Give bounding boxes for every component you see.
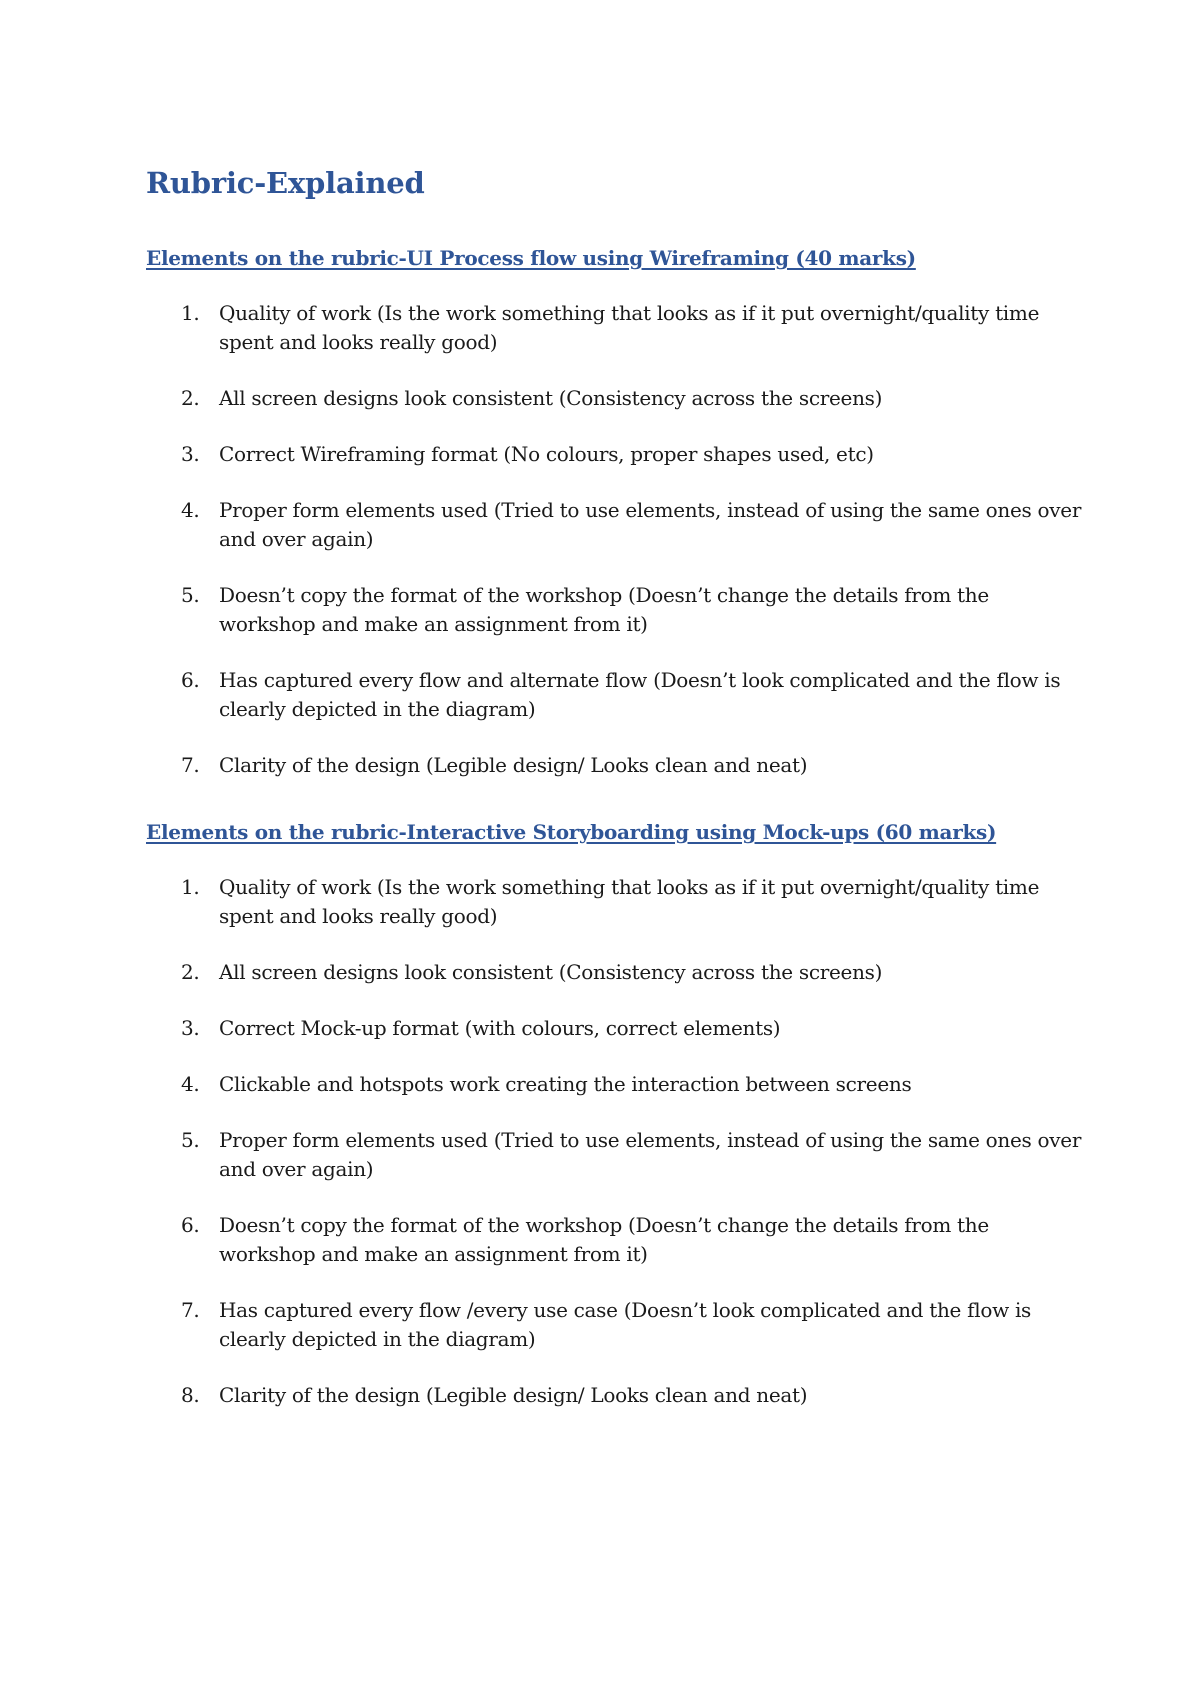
list-item-text: Clarity of the design (Legible design/ Looks clean and neat) [219, 753, 808, 777]
list-item-number: 4. [181, 498, 200, 522]
list-item [146, 299, 1086, 357]
document-title: Rubric-Explained [146, 166, 425, 200]
list-item-text: All screen designs look consistent (Consistency across the screens) [219, 386, 883, 410]
list-item [146, 1211, 1086, 1269]
list-item-number: 6. [181, 1213, 200, 1237]
list-item-number: 5. [181, 583, 200, 607]
criteria-list [146, 873, 1086, 1410]
list-item-number: 5. [181, 1128, 200, 1152]
list-item-text: Proper form elements used (Tried to use elements, instead of using the same ones over and over again) [219, 1128, 1082, 1181]
list-item-text: Has captured every flow and alternate flow (Doesn’t look complicated and the flow is clearly depicted in the diagram) [219, 668, 1061, 721]
list-item [146, 958, 1086, 987]
list-item [146, 1296, 1086, 1354]
criteria-list [146, 299, 1086, 780]
list-item-number: 6. [181, 668, 200, 692]
list-item [146, 496, 1086, 554]
list-item [146, 666, 1086, 724]
list-item-text: Has captured every flow /every use case (Doesn’t look complicated and the flow is clearly depicted in the diagram) [219, 1298, 1032, 1351]
list-item-number: 8. [181, 1383, 200, 1407]
list-item-number: 3. [181, 442, 200, 466]
list-item-text: Correct Mock-up format (with colours, correct elements) [219, 1016, 781, 1040]
list-item [146, 751, 1086, 780]
section-storyboarding [146, 820, 1086, 1437]
list-item [146, 440, 1086, 469]
list-item [146, 1070, 1086, 1099]
list-item-number: 2. [181, 386, 200, 410]
section-heading: Elements on the rubric-UI Process flow using Wireframing (40 marks) [146, 246, 916, 270]
list-item [146, 1381, 1086, 1410]
list-item-text: Clickable and hotspots work creating the interaction between screens [219, 1072, 912, 1096]
list-item-number: 1. [181, 875, 200, 899]
list-item [146, 873, 1086, 931]
list-item-number: 7. [181, 1298, 200, 1322]
section-wireframing [146, 246, 1086, 807]
list-item-number: 4. [181, 1072, 200, 1096]
list-item-number: 7. [181, 753, 200, 777]
list-item-number: 1. [181, 301, 200, 325]
list-item-text: Clarity of the design (Legible design/ Looks clean and neat) [219, 1383, 808, 1407]
list-item-text: Correct Wireframing format (No colours, proper shapes used, etc) [219, 442, 874, 466]
list-item [146, 1014, 1086, 1043]
list-item-number: 3. [181, 1016, 200, 1040]
list-item-text: Quality of work (Is the work something that looks as if it put overnight/quality time spent and looks really good) [219, 875, 1040, 928]
list-item [146, 1126, 1086, 1184]
section-heading: Elements on the rubric-Interactive Storyboarding using Mock-ups (60 marks) [146, 820, 997, 844]
list-item-number: 2. [181, 960, 200, 984]
list-item-text: Proper form elements used (Tried to use elements, instead of using the same ones over and over again) [219, 498, 1082, 551]
list-item [146, 581, 1086, 639]
list-item [146, 384, 1086, 413]
list-item-text: Doesn’t copy the format of the workshop (Doesn’t change the details from the workshop and make an assignment from it) [219, 583, 989, 636]
list-item-text: All screen designs look consistent (Consistency across the screens) [219, 960, 883, 984]
list-item-text: Doesn’t copy the format of the workshop (Doesn’t change the details from the workshop and make an assignment from it) [219, 1213, 989, 1266]
list-item-text: Quality of work (Is the work something that looks as if it put overnight/quality time spent and looks really good) [219, 301, 1040, 354]
